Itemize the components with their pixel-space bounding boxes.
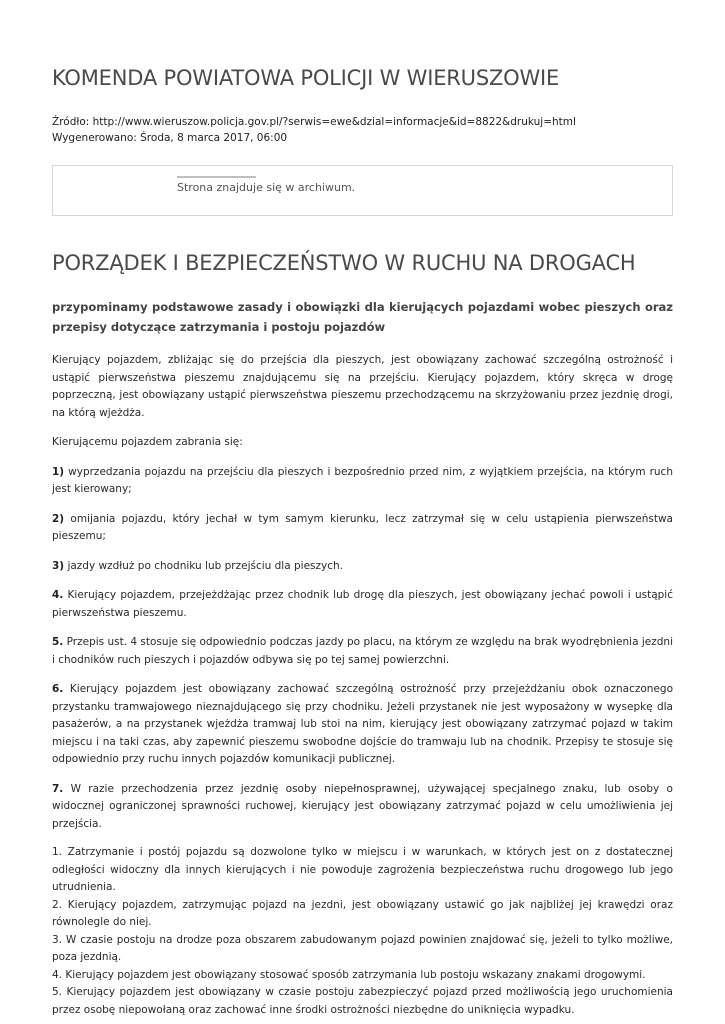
- stopping-rule: 5. Kierujący pojazdem jest obowiązany w czasie postoju zabezpieczyć pojazd przed możliwością jego uruchomienia przez osobę niepowołaną oraz zachować inne środki ostrożności niezbędne do uniknięcia wypadku.: [52, 986, 673, 1016]
- rule-number: 4.: [52, 589, 64, 601]
- rule-item: [52, 681, 673, 769]
- archive-notice-box: [52, 165, 673, 216]
- rule-item: [52, 558, 673, 576]
- rule-text: jazdy wzdłuż po chodniku lub przejściu dla pieszych.: [64, 559, 344, 572]
- generated-date-line: Wygenerowano: Środa, 8 marca 2017, 06:00: [52, 132, 288, 144]
- source-url-line: Źródło: http://www.wieruszow.policja.gov.pl/?serwis=ewe&dzial=informacje&id=8822&drukuj=html: [52, 116, 576, 128]
- rule-text: wyprzedzania pojazdu na przejściu dla pieszych i bezpośrednio przed nim, z wyjątkiem przejścia, na którym ruch jest kierowany;: [52, 465, 673, 495]
- rule-text: Kierujący pojazdem jest obowiązany zachować szczególną ostrożność przy przejeżdżaniu obok oznaczonego przystanku tramwajowego nieznajdującego się przy chodniku. Jeżeli przystanek nie jest wyposażony w wysepkę dla pasażerów, a na przystanek wjeżdża tramwaj lub stoi na nim, kierujący jest obowiązany zatrzymać pojazd w takim miejscu i na taki czas, aby zapewnić pieszemu swobodne dojście do tramwaju lub na chodnik. Przepisy te stosuje się odpowiednio przy ruchu innych pojazdów komunikacji publicznej.: [52, 683, 673, 765]
- stopping-rule: 4. Kierujący pojazdem jest obowiązany stosować sposób zatrzymania lub postoju wskazany znakami drogowymi.: [52, 968, 646, 981]
- archive-notice-divider: [177, 176, 256, 178]
- rule-number: 2): [52, 512, 65, 525]
- stopping-rule: 1. Zatrzymanie i postój pojazdu są dozwolone tylko w miejscu i w warunkach, w których jest on z dostatecznej odległości widoczny dla innych kierujących i nie powoduje zagrożenia bezpieczeństwa ruchu drogowego lub jego utrudnienia.: [52, 846, 673, 893]
- rule-item: [52, 587, 673, 622]
- article-title: PORZĄDEK I BEZPIECZEŃSTWO W RUCHU NA DROGACH: [52, 251, 636, 275]
- rule-item: [52, 464, 673, 499]
- article-lead: przypominamy podstawowe zasady i obowiązki dla kierujących pojazdami wobec pieszych oraz przepisy dotyczące zatrzymania i postoju pojazdów: [52, 300, 673, 334]
- rule-number: 1): [52, 465, 65, 478]
- rule-text: omijania pojazdu, który jechał w tym samym kierunku, lecz zatrzymał się w celu ustąpienia pierwszeństwa pieszemu;: [52, 512, 673, 542]
- site-title: KOMENDA POWIATOWA POLICJI W WIERUSZOWIE: [52, 66, 560, 90]
- rule-item: [52, 634, 673, 669]
- stopping-rule: 2. Kierujący pojazdem, zatrzymując pojazd na jezdni, jest obowiązany ustawić go jak najbliżej jej krawędzi oraz równolegle do niej.: [52, 898, 673, 928]
- stopping-rule: 3. W czasie postoju na drodze poza obszarem zabudowanym pojazd powinien znajdować się, jeżeli to tylko możliwe, poza jezdnią.: [52, 933, 673, 963]
- article-body: [52, 352, 673, 1019]
- rule-number: 3): [52, 559, 65, 572]
- rule-text: Przepis ust. 4 stosuje się odpowiednio podczas jazdy po placu, na którym ze względu na brak wyodrębnienia jezdni i chodników ruch pieszych i pojazdów odbywa się po tej samej powierzchni.: [52, 636, 673, 666]
- archive-notice-text: Strona znajduje się w archiwum.: [177, 181, 356, 194]
- intro-paragraph: Kierujący pojazdem, zbliżając się do przejścia dla pieszych, jest obowiązany zachować szczególną ostrożność i ustąpić pierwszeństwa pieszemu znajdującemu się na przejściu. Kierujący pojazdem, który skręca w drogę poprzeczną, jest obowiązany ustąpić pierwszeństwa pieszemu przechodzącemu na skrzyżowaniu przez jezdnię drogi, na którą wjeżdża.: [52, 354, 673, 419]
- rule-text: Kierujący pojazdem, przejeżdżając przez chodnik lub drogę dla pieszych, jest obowiązany jechać powoli i ustąpić pierwszeństwa pieszemu.: [52, 589, 673, 619]
- rule-text: W razie przechodzenia przez jezdnię osoby niepełnosprawnej, używającej specjalnego znaku, lub osoby o widocznej ograniczonej sprawności ruchowej, kierujący jest obowiązany zatrzymać pojazd w celu umożliwienia jej przejścia.: [52, 782, 673, 830]
- rule-item: [52, 511, 673, 546]
- rule-number: 6.: [52, 683, 64, 695]
- rule-number: 5.: [52, 636, 64, 648]
- rule-item: [52, 781, 673, 834]
- print-meta: [52, 114, 576, 146]
- rule-number: 7.: [52, 782, 64, 795]
- prohibited-heading: Kierującemu pojazdem zabrania się:: [52, 436, 243, 448]
